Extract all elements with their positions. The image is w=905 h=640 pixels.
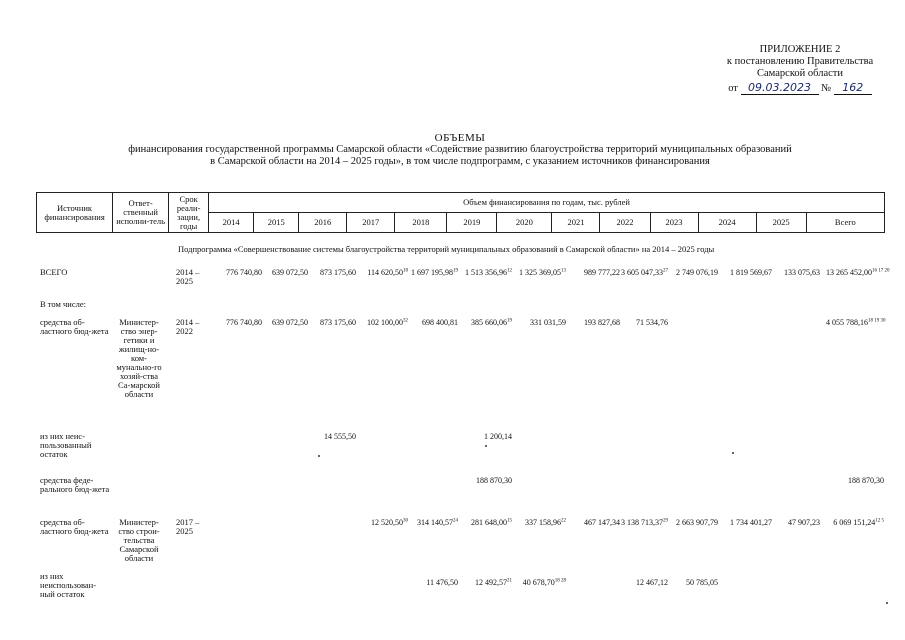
value-cell: 188 870,30 — [476, 476, 512, 485]
row-term-regional: 2014 – 2022 — [176, 317, 200, 336]
title-line-2: в Самарской области на 2014 – 2025 годы», в том числе подпрограмм, с указанием источников финансирования — [210, 156, 710, 167]
header-year: 2020 — [497, 213, 552, 233]
header-responsible: Ответ-ственный исполни-тель — [113, 193, 169, 233]
header-term: Срок реали-зации, годы — [169, 193, 209, 233]
value-cell: 776 740,80 — [226, 318, 262, 327]
value-cell: 11 476,50 — [426, 578, 458, 587]
value-cell: 1 819 569,67 — [730, 268, 772, 277]
value-cell: 71 534,76 — [636, 318, 668, 327]
value-cell: 12 467,12 — [636, 578, 668, 587]
value-cell: 281 648,00$^{15}$ — [471, 518, 512, 527]
footnote-mark: 12 5 — [875, 518, 884, 524]
value-cell: 989 777,22 — [584, 268, 620, 277]
header-total: Всего — [806, 213, 884, 233]
footnote-mark: 18 — [403, 268, 408, 274]
value-cell: 873 175,60 — [320, 268, 356, 277]
value-cell: 314 140,57$^{24}$ — [417, 518, 458, 527]
value-cell: 12 492,57$^{21}$ — [475, 578, 512, 587]
header-year: 2023 — [650, 213, 698, 233]
value-cell: 639 072,50 — [272, 318, 308, 327]
value-cell: 188 870,30 — [848, 476, 884, 485]
footnote-mark: 16 17 20 — [872, 268, 890, 274]
header-year: 2014 — [209, 213, 254, 233]
title-heading: ОБЪЕМЫ — [434, 132, 486, 144]
value-cell: 14 555,50 — [324, 432, 356, 441]
value-cell: 1 697 195,98$^{19}$ — [411, 268, 458, 277]
header-year: 2024 — [698, 213, 756, 233]
footnote-mark: 24 — [453, 518, 458, 524]
footnote-mark: 30 — [403, 518, 408, 524]
value-cell: 467 147,34 — [584, 518, 620, 527]
row-responsible-construction-ministry: Министер-ство строи-тельства Самарской области — [118, 517, 160, 563]
value-cell: 639 072,50 — [272, 268, 308, 277]
appendix-region: Самарской области — [757, 68, 843, 79]
value-cell: 40 $678,70^{18 28}$ — [522, 578, 566, 587]
footnote-mark: 32 — [403, 318, 408, 324]
header-year: 2016 — [299, 213, 347, 233]
row-term-total: 2014 – 2025 — [176, 267, 200, 286]
footnote-mark: 27 — [663, 268, 668, 274]
header-year: 2019 — [447, 213, 497, 233]
value-cell: 1 325 369,05$^{13}$ — [519, 268, 566, 277]
header-source: Источник финансирования — [37, 193, 113, 233]
row-label-unused-balance: из них неис-пользованный остаток — [40, 431, 92, 459]
footnote-mark: 29 — [663, 518, 668, 524]
row-label-total: ВСЕГО — [40, 267, 68, 277]
footnote-mark: 12 — [507, 268, 512, 274]
header-year: 2022 — [600, 213, 650, 233]
row-label-unused-balance-2: из них неиспользован-ный остаток — [40, 571, 97, 599]
value-cell: 776 740,80 — [226, 268, 262, 277]
value-cell: 1 734 401,27 — [730, 518, 772, 527]
appendix-date-line — [700, 82, 900, 95]
scan-speck — [485, 445, 487, 447]
handwritten-date: 09.03.2023 — [741, 82, 819, 95]
row-responsible-energy-ministry: Министер-ство энер-гетики и жилищ-но-ком-мунально-го хозяй-ства Са-марской области — [116, 317, 162, 399]
footnote-mark: 22 — [561, 518, 566, 524]
footnote-mark: 19 — [453, 268, 458, 274]
value-cell: 102 100,00$^{32}$ — [367, 318, 408, 327]
footnote-mark: 15 — [507, 518, 512, 524]
value-cell: 133 075,63 — [784, 268, 820, 277]
row-label-including: В том числе: — [40, 299, 86, 309]
value-cell: 193 827,68 — [584, 318, 620, 327]
appendix-block — [700, 44, 900, 95]
row-label-federal-budget: средства феде-рального бюд-жета — [40, 475, 110, 494]
number-prefix: № — [821, 83, 832, 94]
financing-table-header — [36, 192, 885, 233]
value-cell: 114 620,50$^{18}$ — [367, 268, 408, 277]
row-term-regional-2: 2017 – 2025 — [176, 517, 200, 536]
value-cell: 385 660,06$^{19}$ — [471, 318, 512, 327]
footnote-mark: 19 — [507, 318, 512, 324]
appendix-title: ПРИЛОЖЕНИЕ 2 — [759, 44, 841, 55]
header-volume: Объем финансирования по годам, тыс. рублей — [209, 193, 885, 213]
header-year: 2021 — [552, 213, 600, 233]
footnote-mark: 13 — [561, 268, 566, 274]
value-cell: 2 663 907,79 — [676, 518, 718, 527]
value-cell: 3 605 047,33$^{27}$ — [621, 268, 668, 277]
value-cell: 337 158,96$^{22}$ — [525, 518, 566, 527]
value-cell: 12 520,50$^{30}$ — [371, 518, 408, 527]
footnote-mark: 18 19 30 — [868, 318, 886, 324]
header-year: 2015 — [254, 213, 299, 233]
value-cell: 13 265 $452,00^{16 17 20}$ — [826, 268, 890, 277]
value-cell: 873 175,60 — [320, 318, 356, 327]
value-cell: 6 069 $151,24^{12 5}$ — [833, 518, 884, 527]
value-cell: 47 907,23 — [788, 518, 820, 527]
date-prefix: от — [728, 83, 738, 94]
row-label-regional-budget: средства об-ластного бюд-жета — [40, 317, 109, 336]
value-cell: 4 055 $788,16^{18 19 30}$ — [826, 318, 886, 327]
value-cell: 698 400,81 — [422, 318, 458, 327]
value-cell: 1 200,14 — [484, 432, 512, 441]
scan-speck — [732, 452, 734, 454]
subprogram-title: Подпрограмма «Совершенствование системы благоустройства территорий муниципальных образований в Самарской области» на 2014 – 2025 годы — [178, 244, 715, 254]
header-year: 2018 — [395, 213, 447, 233]
value-cell: 331 031,59 — [530, 318, 566, 327]
row-label-regional-budget-2: средства об-ластного бюд-жета — [40, 517, 109, 536]
value-cell: 2 749 076,19 — [676, 268, 718, 277]
footnote-mark: 21 — [507, 578, 512, 584]
header-year: 2025 — [756, 213, 806, 233]
scan-speck — [318, 455, 320, 457]
header-year: 2017 — [347, 213, 395, 233]
scan-speck — [886, 602, 888, 604]
value-cell: 3 138 713,37$^{29}$ — [621, 518, 668, 527]
value-cell: 1 513 356,96$^{12}$ — [465, 268, 512, 277]
footnote-mark: 18 28 — [554, 578, 566, 584]
appendix-subtitle: к постановлению Правительства — [726, 56, 874, 67]
handwritten-number: 162 — [834, 82, 872, 95]
document-title — [60, 132, 860, 168]
title-line-1: финансирования государственной программы Самарской области «Содействие развитию благоустройства территорий муниципальных образований — [128, 144, 792, 155]
value-cell: 50 785,05 — [686, 578, 718, 587]
